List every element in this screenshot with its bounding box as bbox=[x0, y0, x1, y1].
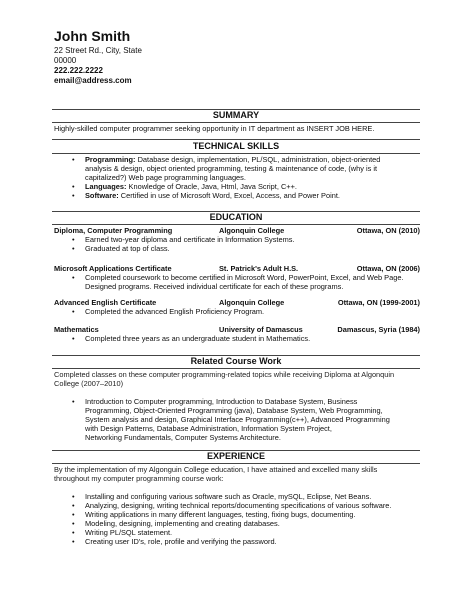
phone-line: 222.222.2222 bbox=[54, 66, 103, 75]
list-item: • Installing and configuring various software such as Oracle, mySQL, Eclipse, Net Beans. bbox=[72, 492, 372, 501]
list-item: • Completed coursework to become certified in Microsoft Word, PowerPoint, Excel, and Web Page. bbox=[72, 273, 404, 282]
education-school: University of Damascus bbox=[219, 325, 303, 334]
coursework-intro: Completed classes on these computer programming-related topics while receiving Diploma at Algonquin College (2007–2010) bbox=[54, 370, 395, 388]
skill-item-languages: • Languages: Knowledge of Oracle, Java, Html, Java Script, C++. bbox=[72, 182, 297, 191]
skill-text: capitalized?) Web page programming languages. bbox=[85, 173, 246, 182]
education-entry-row bbox=[54, 298, 420, 307]
section-divider bbox=[52, 368, 420, 369]
summary-text: Highly-skilled computer programmer seeking opportunity in IT department as INSERT JOB HERE. bbox=[54, 124, 375, 133]
list-item: • Writing PL/SQL statement. bbox=[72, 528, 173, 537]
summary-heading: SUMMARY bbox=[212, 110, 260, 120]
section-divider bbox=[52, 153, 420, 154]
list-item: • Writing applications in many different languages, testing, fixing bugs, documenting. bbox=[72, 510, 356, 519]
education-heading: EDUCATION bbox=[209, 212, 263, 222]
list-item: • Analyzing, designing, writing technical reports/documenting specifications of various software. bbox=[72, 501, 392, 510]
skill-label: Software: bbox=[85, 191, 119, 200]
experience-intro: By the implementation of my Algonguin College education, I have attained and excelled many skills throughout my computer programming course work: bbox=[54, 465, 378, 483]
list-item: • Graduated at top of class. bbox=[72, 244, 170, 253]
skill-text: Database design, implementation, PL/SQL, administration, object-oriented bbox=[137, 155, 381, 164]
education-entry-row bbox=[54, 264, 420, 273]
education-school: Algonquin College bbox=[219, 226, 285, 235]
education-place: Ottawa, ON (1999-2001) bbox=[337, 298, 420, 307]
section-divider bbox=[52, 139, 420, 140]
skill-text: analysis & design, object oriented programming, testing & maintenance of code, (why is it bbox=[85, 164, 378, 173]
education-title: Diploma, Computer Programming bbox=[54, 226, 173, 235]
education-title: Microsoft Applications Certificate bbox=[54, 264, 172, 273]
skill-text: Knowledge of Oracle, Java, Html, Java Script, C++. bbox=[128, 182, 297, 191]
list-item: • Completed three years as an undergraduate student in Mathematics. bbox=[72, 334, 311, 343]
education-place: Damascus, Syria (1984) bbox=[337, 325, 420, 334]
skill-label: Programming: bbox=[85, 155, 136, 164]
candidate-name: John Smith bbox=[54, 28, 131, 44]
list-item: Designed programs. Received individual certificate for each of these programs. bbox=[85, 282, 344, 291]
list-item: • Earned two-year diploma and certificate in Information Systems. bbox=[72, 235, 295, 244]
skills-heading: TECHNICAL SKILLS bbox=[192, 141, 280, 151]
section-divider bbox=[52, 463, 420, 464]
list-item: • Modeling, designing, implementing and creating databases. bbox=[72, 519, 280, 528]
list-item: • Creating user ID's, role, profile and verifying the password. bbox=[72, 537, 277, 546]
zip-line: 00000 bbox=[54, 56, 77, 65]
skill-text: Certified in use of Microsoft Word, Excel, Access, and Power Point. bbox=[120, 191, 340, 200]
education-entry-row bbox=[54, 325, 420, 334]
coursework-heading: Related Course Work bbox=[190, 356, 282, 366]
education-title: Mathematics bbox=[54, 325, 99, 334]
skill-item-programming: • Programming: Database design, implementation, PL/SQL, administration, object-oriented analysis & design, object oriented programming, testing & maintenance of code, (why is it capitalized?) Web page programming languages. bbox=[72, 155, 381, 182]
education-place: Ottawa, ON (2006) bbox=[356, 264, 420, 273]
section-divider bbox=[52, 122, 420, 123]
list-item: • Completed the advanced English Proficiency Program. bbox=[72, 307, 265, 316]
email-line: email@address.com bbox=[54, 76, 132, 85]
education-school: St. Patrick's Adult H.S. bbox=[219, 264, 299, 273]
education-place: Ottawa, ON (2010) bbox=[356, 226, 420, 235]
address-line: 22 Street Rd., City, State bbox=[54, 46, 142, 55]
education-school: Algonquin College bbox=[219, 298, 285, 307]
skill-label: Languages: bbox=[85, 182, 127, 191]
coursework-list: • Introduction to Computer programming, Introduction to Database System, Business Programming, Object-Oriented Programming (java), Database System, Web Programming, System analysis and design, Graphical Interface Programming(c++), Advanced Programming with Design Patterns, Database Administration, Information System Project, Networking Fundamentals, Computer Systems Architecture. bbox=[72, 397, 390, 442]
section-divider bbox=[52, 224, 420, 225]
skill-item-software: • Software: Certified in use of Microsoft Word, Excel, Access, and Power Point. bbox=[72, 191, 340, 200]
experience-heading: EXPERIENCE bbox=[206, 451, 266, 461]
education-entry-row bbox=[54, 226, 420, 235]
education-title: Advanced English Certificate bbox=[54, 298, 157, 307]
